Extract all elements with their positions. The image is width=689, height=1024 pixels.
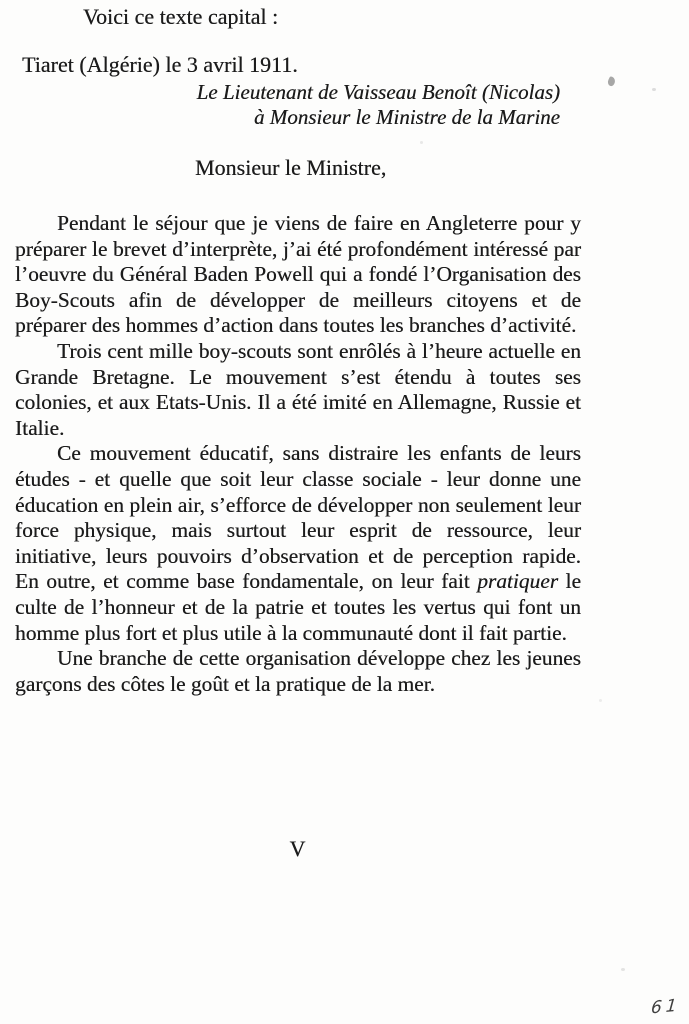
letter-body: [15, 211, 581, 697]
letterhead: [197, 80, 560, 130]
paragraph-1: [15, 211, 581, 339]
salutation: Monsieur le Ministre,: [195, 155, 387, 180]
emphasized-word-pratiquer: pratiquer: [477, 569, 559, 594]
scan-speck: [621, 968, 625, 971]
text-run: Ce mouvement éducatif, sans distraire les enfants de leurs études - et quelle que soit leur classe sociale - leur donne une éducation en plein air, s’efforce de développer non seulement leur force physique, mais surtout leur esprit de ressource, leur initiative, leurs pouvoirs d’observation et de perception rapide. En outre, et comme base fondamentale, on leur fait: [15, 441, 581, 594]
paragraph-3: [15, 441, 581, 646]
recipient-line: à Monsieur le Ministre de la Marine: [253, 105, 560, 129]
text-run: Une branche de cette organisation développe chez les jeunes garçons des côtes le goût et la pratique de la mer.: [15, 646, 581, 696]
handwritten-page-number: 61: [650, 995, 682, 1019]
scan-speck: [652, 88, 656, 91]
text-run: Pendant le séjour que je viens de faire en Angleterre pour y préparer le brevet d’interprète, j’ai été profondément intéressé par l’oeuvre du Général Baden Powell qui a fondé l’Organisation des Boy-Scouts afin de développer de meilleurs citoyens et de préparer des hommes d’action dans toutes les branches d’activité.: [15, 211, 581, 338]
section-marker: V: [289, 836, 307, 861]
dateline: Tiaret (Algérie) le 3 avril 1911.: [22, 52, 298, 77]
text-run: le culte de l’honneur et de la patrie et toutes les vertus qui font un homme plus fort et plus utile à la communauté dont il fait partie.: [15, 569, 581, 645]
sender-line: Le Lieutenant de Vaisseau Benoît (Nicolas): [196, 80, 560, 104]
scan-speck: [420, 141, 423, 144]
scan-speck: [599, 699, 602, 702]
paragraph-4: [15, 646, 581, 697]
paragraph-2: [15, 339, 581, 441]
intro-line: Voici ce texte capital :: [83, 4, 279, 29]
text-run: Trois cent mille boy-scouts sont enrôlés à l’heure actuelle en Grande Bretagne. Le mouvement s’est étendu à toutes ses colonies, et aux Etats-Unis. Il a été imité en Allemagne, Russie et Italie.: [15, 338, 581, 440]
scan-speck: [606, 76, 616, 87]
